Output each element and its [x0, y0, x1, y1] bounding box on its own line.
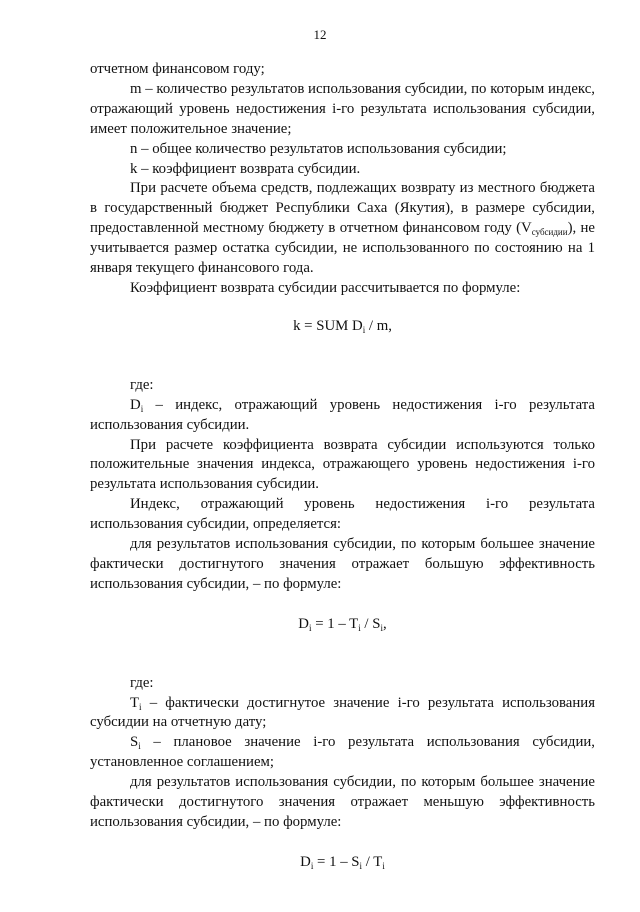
si-definition-text: – плановое значение i-го результата использования субсидии, установленное соглашением;: [90, 734, 595, 771]
si-symbol-sub: i: [138, 741, 141, 752]
formula-di-lesser: [90, 853, 595, 873]
di-symbol: D: [130, 396, 141, 413]
paragraph-positive-values: При расчете коэффициента возврата субсидии используются только положительные значения индекса, отражающего уровень недостижения i-го результата использования субсидии.: [90, 436, 595, 493]
formula-k-sub: i: [362, 324, 366, 335]
formula3-sub-b: i: [310, 860, 314, 871]
paragraph-greater-value-lesser-efficiency: для результатов использования субсидии, по которым большее значение фактически достигнутого значения отражает меньшую эффективность использования субсидии, – по формуле:: [90, 774, 595, 830]
formula3-sub-d: i: [359, 860, 363, 871]
formula2-part-a: D: [298, 615, 309, 632]
paragraph-n-definition: n – общее количество результатов использования субсидии;: [130, 140, 507, 157]
paragraph-k-definition: k – коэффициент возврата субсидии.: [130, 160, 361, 177]
formula2-part-c: = 1 – T: [311, 615, 359, 632]
ti-symbol: T: [130, 694, 140, 711]
di-symbol-sub: i: [140, 403, 144, 414]
document-body: [90, 60, 595, 912]
formula3-part-a: D: [300, 853, 311, 870]
paragraph-di-definition: [90, 396, 595, 436]
formula-k-part-a: k = SUM D: [293, 317, 363, 334]
page-number: 12: [313, 27, 327, 42]
paragraph-index-determined: Индекс, отражающий уровень недостижения i-го результата использования субсидии, определяется:: [90, 496, 595, 533]
paragraph-coefficient-intro: Коэффициент возврата субсидии рассчитывается по формуле:: [130, 279, 521, 296]
paragraph-ti-definition: [90, 694, 595, 734]
si-symbol: S: [130, 734, 139, 751]
ti-definition-text: – фактически достигнутое значение i-го результата использования субсидии на отчетную дату;: [90, 694, 595, 731]
formula-k: [90, 317, 595, 337]
formula2-part-g: ,: [383, 615, 387, 632]
formula2-part-e: / S: [360, 615, 381, 632]
formula3-sub-f: i: [382, 860, 385, 871]
paragraph-return-volume-text-b: ), не учитывается размер остатка субсидии, не использованного по состоянию на 1 января текущего финансового года.: [90, 220, 596, 277]
di-definition-text: – индекс, отражающий уровень недостижения i-го результата использования субсидии.: [90, 396, 595, 433]
formula-di-greater: [90, 615, 595, 635]
where-label-2: где:: [130, 674, 154, 691]
subscript-subsidy: субсидии: [531, 227, 568, 238]
paragraph-greater-value-greater-efficiency: для результатов использования субсидии, по которым большее значение фактически достигнутого значения отражает большую эффективность использования субсидии, – по формуле:: [90, 536, 595, 592]
formula-k-part-c: / m,: [365, 317, 392, 334]
paragraph-return-volume-text-a: При расчете объема средств, подлежащих возврату из местного бюджета в государственный бюджет Республики Саха (Якутия), в размере субсидии, предоставленной местному бюджету в отчетном финансовом году (V: [90, 180, 595, 237]
formula2-sub-b: i: [308, 622, 312, 633]
formula3-part-e: / T: [362, 853, 383, 870]
paragraph-continuation: отчетном финансовом году;: [90, 61, 265, 77]
ti-symbol-sub: i: [139, 701, 142, 712]
formula2-sub-d: i: [358, 622, 361, 633]
paragraph-si-definition: [90, 733, 595, 773]
paragraph-return-volume: [90, 179, 595, 279]
where-label-1: где:: [130, 376, 154, 393]
formula2-sub-f: i: [380, 622, 383, 633]
formula3-part-c: = 1 – S: [313, 853, 360, 870]
paragraph-m-definition: m – количество результатов использования субсидии, по которым индекс, отражающий уровень недостижения i-го результата использования субсидии, имеет положительное значение;: [90, 80, 595, 137]
